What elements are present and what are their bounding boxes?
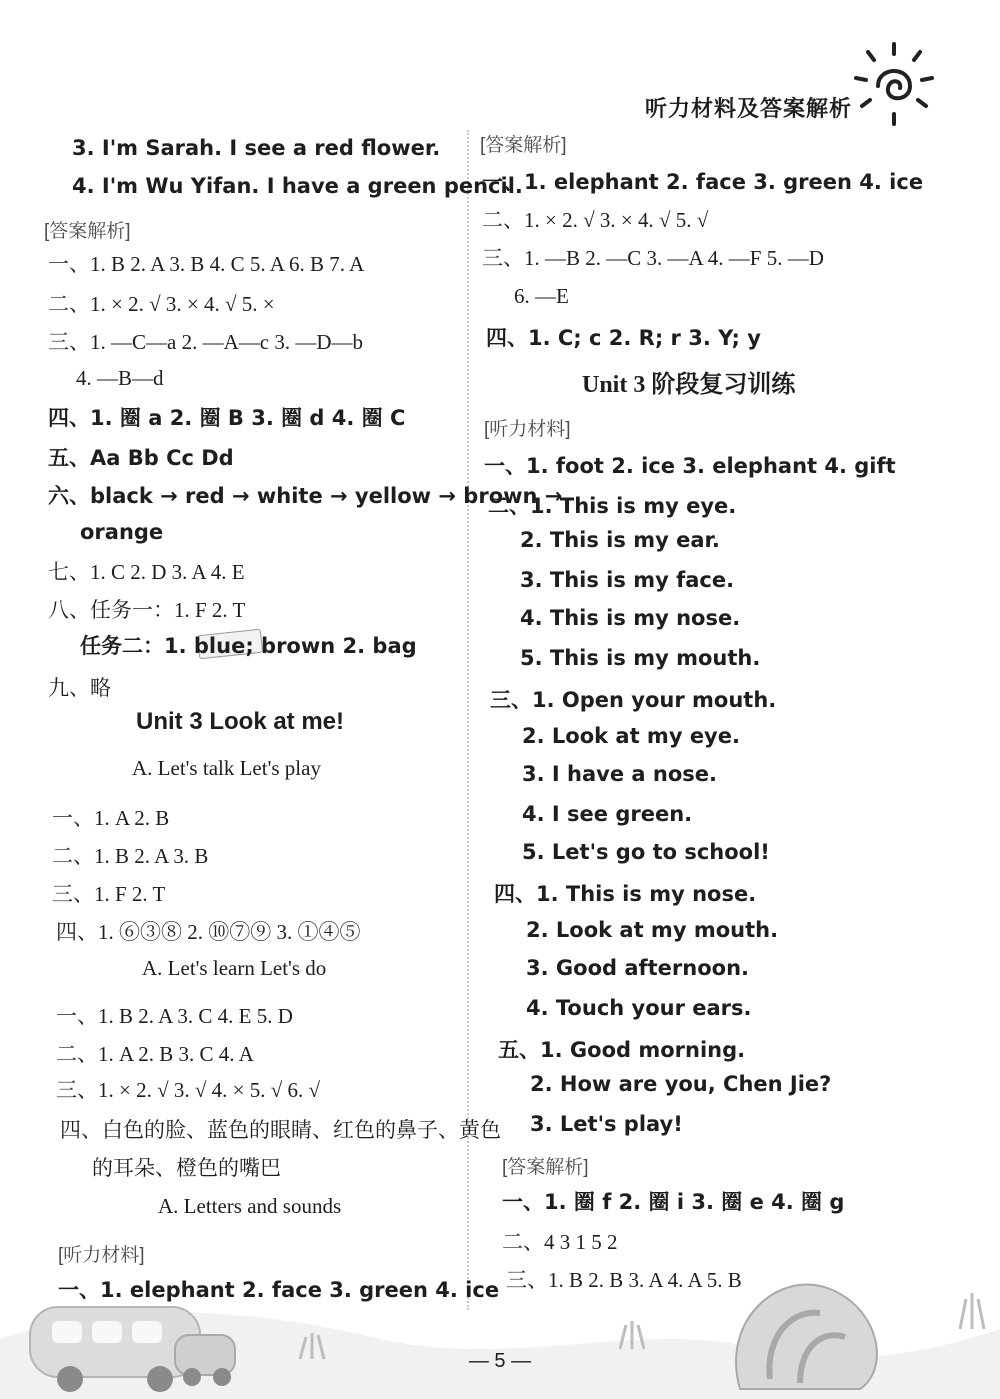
listening-line: 一、1. foot 2. ice 3. elephant 4. gift [484,454,896,478]
answer-line: 三、1. —B 2. —C 3. —A 4. —F 5. —D [482,246,824,270]
listening-line: 3. Let's play! [530,1112,683,1136]
answer-line: 六、black → red → white → yellow → brown → [48,484,563,508]
listening-line: 4. I'm Wu Yifan. I have a green pencil. [72,174,523,198]
listening-line: 2. How are you, Chen Jie? [530,1072,832,1096]
answer-line: 三、1. —C—a 2. —A—c 3. —D—b [48,330,363,354]
listening-line: 5. This is my mouth. [520,646,761,670]
answer-line: 九、略 [48,676,111,700]
header-title: 听力材料及答案解析 [644,96,852,121]
listening-line: 四、1. This is my nose. [494,882,757,906]
answer-line: 七、1. C 2. D 3. A 4. E [48,560,245,584]
answer-line: 二、1. A 2. B 3. C 4. A [56,1042,254,1066]
answer-line: 四、1. C; c 2. R; r 3. Y; y [486,326,761,350]
section-title: A. Let's talk Let's play [132,756,321,780]
listening-line: 一、1. elephant 2. face 3. green 4. ice [58,1278,500,1302]
answer-line: 任务二：1. blue; brown 2. bag [80,634,417,658]
answer-line: orange [80,520,164,544]
review-title: Unit 3 阶段复习训练 [582,372,796,398]
listening-line: 5. Let's go to school! [522,840,770,864]
page-number: — 5 — [468,1350,532,1372]
answer-line: 的耳朵、橙色的嘴巴 [92,1157,281,1180]
listening-line: 4. This is my nose. [520,606,741,630]
answer-line: 一、1. A 2. B [52,806,170,830]
listening-line: 4. I see green. [522,802,693,826]
footer-illustration [0,1229,1000,1399]
answer-line: 二、1. × 2. √ 3. × 4. √ 5. √ [482,208,709,232]
answer-line: 三、1. × 2. √ 3. √ 4. × 5. √ 6. √ [56,1078,321,1102]
listening-line: 五、1. Good morning. [498,1038,746,1062]
listening-line: 2. This is my ear. [520,528,720,552]
answer-line: 一、1. B 2. A 3. C 4. E 5. D [56,1004,293,1028]
listening-line: 2. Look at my eye. [522,724,740,748]
answer-analysis-heading: [答案解析] [44,221,131,242]
answer-line: 一、1. 圈 f 2. 圈 i 3. 圈 e 4. 圈 g [502,1190,845,1214]
listening-heading: [听力材料] [484,419,571,440]
listening-line: 3. This is my face. [520,568,735,592]
answer-line: 4. —B—d [76,366,164,390]
answer-line: 四、1. 圈 a 2. 圈 B 3. 圈 d 4. 圈 C [48,406,406,430]
listening-line: 三、1. Open your mouth. [490,688,777,712]
listening-line: 2. Look at my mouth. [526,918,779,942]
answer-analysis-heading: [答案解析] [502,1157,589,1178]
answer-line: 五、Aa Bb Cc Dd [48,446,234,470]
listening-line: 3. I'm Sarah. I see a red flower. [72,136,441,160]
listening-line: 3. I have a nose. [522,762,717,786]
answer-line: 二、4 3 1 5 2 [502,1230,618,1254]
listening-line: 3. Good afternoon. [526,956,750,980]
answer-analysis-heading: [答案解析] [480,135,567,156]
answer-line: 四、1. ⑥③⑧ 2. ⑩⑦⑨ 3. ①④⑤ [56,920,361,944]
section-title: A. Letters and sounds [158,1194,342,1218]
answer-line: 四、白色的脸、蓝色的眼睛、红色的鼻子、黄色 [60,1119,501,1142]
answer-line: 二、1. B 2. A 3. B [52,844,209,868]
unit-title: Unit 3 Look at me! [136,708,345,735]
section-title: A. Let's learn Let's do [142,956,327,980]
answer-line: 三、1. F 2. T [52,882,166,906]
answer-line: 6. —E [514,284,569,308]
listening-heading: [听力材料] [58,1245,145,1266]
sun-swirl-icon [848,36,940,128]
answer-line: 八、任务一：1. F 2. T [48,598,246,622]
answer-line: 一、1. elephant 2. face 3. green 4. ice [482,170,924,194]
listening-line: 二、1. This is my eye. [488,494,737,518]
shell-icon [736,1285,877,1389]
answer-line: 一、1. B 2. A 3. B 4. C 5. A 6. B 7. A [48,252,365,276]
answer-line: 三、1. B 2. B 3. A 4. A 5. B [506,1268,742,1292]
listening-line: 4. Touch your ears. [526,996,752,1020]
answer-line: 二、1. × 2. √ 3. × 4. √ 5. × [48,292,275,316]
